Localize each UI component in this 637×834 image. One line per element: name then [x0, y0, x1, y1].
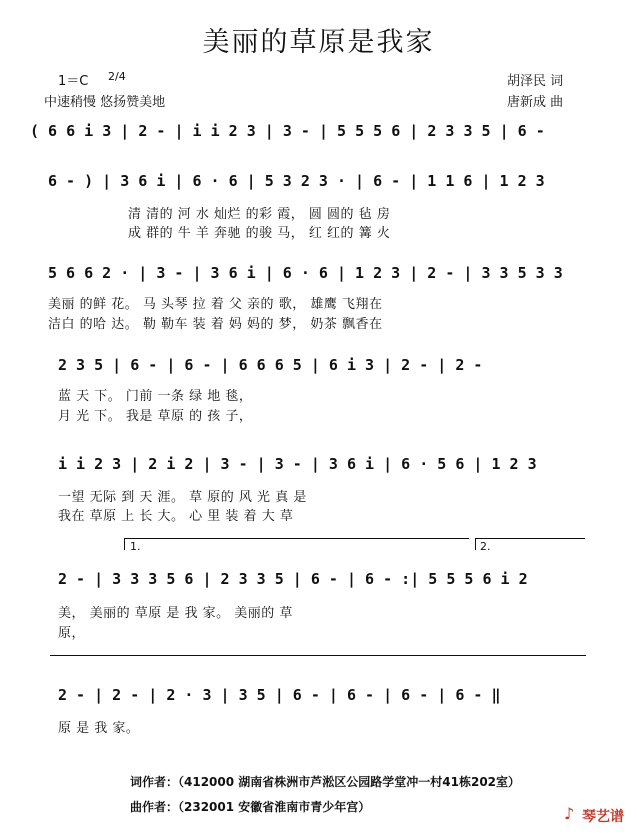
notation-row: 2 - | 3 3 3 5 6 | 2 3 3 5 | 6 - | 6 - :| 5 5 5 6 i 2 [58, 570, 528, 588]
notation-row: i i 2 3 | 2 i 2 | 3 - | 3 - | 3 6 i | 6 · 5 6 | 1 2 3 [58, 455, 537, 473]
lyric-line: 原， [58, 626, 86, 641]
section-divider [50, 655, 586, 656]
lyric-line: 一望 无际 到 天 涯。 草 原的 风 光 真 是 [58, 490, 307, 505]
lyric-line: 洁白 的哈 达。 勒 勒车 装 着 妈 妈的 梦， 奶茶 飘香在 [48, 317, 383, 332]
volta-bracket-1-left [124, 538, 125, 550]
key-signature: 1＝C [58, 74, 89, 89]
lyric-line: 月 光 下。 我是 草原 的 孩 子， [58, 409, 253, 424]
lyric-line: 蓝 天 下。 门前 一条 绿 地 毯， [58, 389, 253, 404]
lyricist-credit: 胡泽民 词 [507, 74, 564, 89]
song-title: 美丽的草原是我家 [202, 27, 435, 58]
notation-row: 5 6 6 2 · | 3 - | 3 6 i | 6 · 6 | 1 2 3 | 2 - | 3 3 5 3 3 [48, 264, 563, 282]
footer-lyricist-address: 词作者：（412000 湖南省株洲市芦淞区公园路学堂冲一村41栋202室） [130, 775, 521, 789]
volta-2-label: 2. [480, 540, 491, 553]
lyric-line: 原 是 我 家。 [58, 721, 140, 736]
composer-credit: 唐新成 曲 [507, 95, 564, 110]
notation-row: 2 - | 2 - | 2 · 3 | 3 5 | 6 - | 6 - | 6 - | 6 - ‖ [58, 686, 501, 704]
volta-bracket-2-left [475, 538, 476, 550]
lyric-line: 成 群的 牛 羊 奔驰 的骏 马， 红 红的 篝 火 [128, 226, 391, 241]
time-signature: 2/4 [108, 70, 126, 83]
tempo-marking: 中速稍慢 悠扬赞美地 [44, 95, 166, 110]
site-watermark: 琴艺谱 [582, 809, 624, 825]
footer-composer-address: 曲作者：（232001 安徽省淮南市青少年宫） [130, 800, 371, 814]
lyric-line: 我在 草原 上 长 大。 心 里 装 着 大 草 [58, 509, 294, 524]
volta-bracket-1 [124, 538, 469, 539]
site-logo-icon: ♪ [564, 804, 575, 823]
volta-1-label: 1. [130, 540, 141, 553]
volta-bracket-2 [475, 538, 585, 539]
lyric-line: 美， 美丽的 草原 是 我 家。 美丽的 草 [58, 606, 293, 621]
notation-row: ( 6 6 i 3 | 2 - | i i 2 3 | 3 - | 5 5 5 6 | 2 3 3 5 | 6 - [30, 122, 545, 140]
notation-row: 2 3 5 | 6 - | 6 - | 6 6 6 5 | 6 i 3 | 2 - | 2 - [58, 356, 483, 374]
lyric-line: 清 清的 河 水 灿烂 的彩 霞， 圆 圆的 毡 房 [128, 207, 391, 222]
lyric-line: 美丽 的鲜 花。 马 头琴 拉 着 父 亲的 歌， 雄鹰 飞翔在 [48, 297, 383, 312]
notation-row: 6 - ) | 3 6 i | 6 · 6 | 5 3 2 3 · | 6 - | 1 1 6 | 1 2 3 [48, 172, 545, 190]
